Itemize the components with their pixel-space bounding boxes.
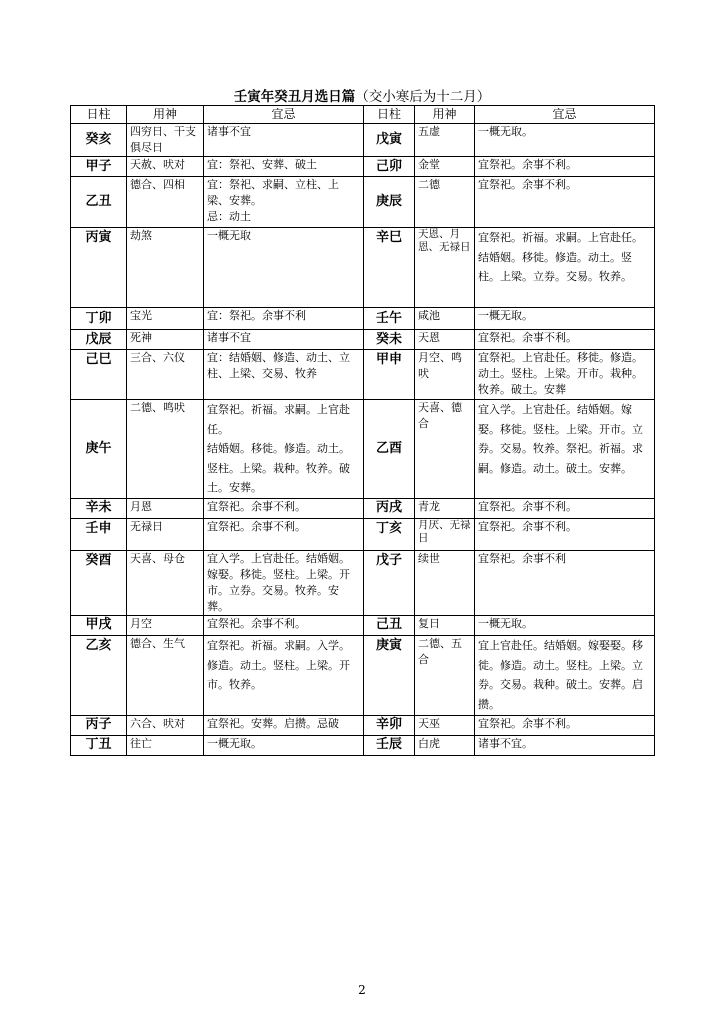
day-pillar: 乙亥 [71, 635, 127, 715]
yi-ji: 宜祭祀。余事不利。 [475, 518, 655, 550]
yi-ji: 一概无取 [204, 228, 364, 308]
yi-ji: 宜入学。上官赴任。结婚姻。嫁娶。移徙。竖柱。上梁。开市。立券。交易。牧养。祭祀。祈福。求嗣。修造。动土。破土。安葬。 [475, 400, 655, 499]
day-pillar: 乙丑 [71, 177, 127, 228]
yong-shen: 四穷日、干支俱尽日 [127, 124, 204, 157]
yong-shen: 金堂 [415, 157, 475, 177]
day-pillar: 丁卯 [71, 308, 127, 330]
day-pillar: 甲子 [71, 157, 127, 177]
day-pillar: 乙酉 [364, 400, 415, 499]
table-row [71, 518, 655, 550]
table-row [71, 550, 655, 615]
table-row [71, 330, 655, 350]
day-pillar: 甲申 [364, 350, 415, 400]
table-row [71, 615, 655, 635]
header-yi-ji: 宜忌 [475, 106, 655, 124]
table-row [71, 400, 655, 499]
table-row [71, 157, 655, 177]
yi-ji: 宜祭祀。余事不利 [475, 550, 655, 615]
yi-ji: 宜祭祀。余事不利。 [204, 518, 364, 550]
page-title [70, 85, 654, 105]
yong-shen: 咸池 [415, 308, 475, 330]
yi-ji: 宜祭祀。上官赴任。移徙。修造。动土。竖柱。上梁。开市。栽种。牧养。破土。安葬 [475, 350, 655, 400]
yong-shen: 天巫 [415, 715, 475, 735]
day-pillar: 戊子 [364, 550, 415, 615]
yong-shen: 五虚 [415, 124, 475, 157]
day-pillar: 庚辰 [364, 177, 415, 228]
yong-shen: 天恩 [415, 330, 475, 350]
day-selection-table [70, 105, 655, 756]
yi-ji: 宜祭祀。祈福。求嗣。入学。修造。动土。竖柱。上梁。开市。牧养。 [204, 635, 364, 715]
yong-shen: 复日 [415, 615, 475, 635]
yong-shen: 天恩、月恩、无禄日 [415, 228, 475, 308]
yong-shen: 天赦、吠对 [127, 157, 204, 177]
yi-ji: 一概无取。 [475, 124, 655, 157]
yi-ji: 宜祭祀。祈福。求嗣。上官赴任。结婚姻。移徙。修造。动土。竖柱。上梁。立券。交易。牧养。 [475, 228, 655, 308]
table-row [71, 635, 655, 715]
yi-ji: 一概无取。 [475, 308, 655, 330]
yong-shen: 青龙 [415, 498, 475, 518]
yong-shen: 六合、吠对 [127, 715, 204, 735]
yi-ji: 宜祭祀。余事不利。 [475, 177, 655, 228]
yong-shen: 月空 [127, 615, 204, 635]
table-row [71, 124, 655, 157]
page-number: 2 [358, 983, 366, 997]
yong-shen: 续世 [415, 550, 475, 615]
day-pillar: 壬辰 [364, 735, 415, 755]
yong-shen: 月恩 [127, 498, 204, 518]
yong-shen: 宝光 [127, 308, 204, 330]
yong-shen: 天喜、母仓 [127, 550, 204, 615]
day-pillar: 丙子 [71, 715, 127, 735]
table-row [71, 308, 655, 330]
yi-ji: 诸事不宜 [204, 330, 364, 350]
yi-ji: 宜入学。上官赴任。结婚姻。嫁娶。移徙。竖柱。上梁。开市。立券。交易。牧养。安葬。 [204, 550, 364, 615]
table-row [71, 498, 655, 518]
yi-ji: 宜上官赴任。结婚姻。嫁娶娶。移徙。修造。动土。竖柱。上梁。立券。交易。栽种。破土。安葬。启攒。 [475, 635, 655, 715]
day-pillar: 甲戌 [71, 615, 127, 635]
yi-ji: 宜：祭祀、安葬、破土 [204, 157, 364, 177]
yong-shen: 月厌、无禄日 [415, 518, 475, 550]
day-pillar: 丁丑 [71, 735, 127, 755]
header-day-pillar: 日柱 [364, 106, 415, 124]
yong-shen: 劫煞 [127, 228, 204, 308]
yi-ji: 宜：祭祀。余事不利 [204, 308, 364, 330]
header-yi-ji: 宜忌 [204, 106, 364, 124]
table-row [71, 228, 655, 308]
title-main: 壬寅年癸丑月选日篇 [233, 89, 356, 105]
yong-shen: 二德、鸣吠 [127, 400, 204, 499]
yi-ji: 宜：结婚姻、修造、动土、立柱、上梁、交易、牧养 [204, 350, 364, 400]
yi-ji: 宜祭祀。余事不利。 [475, 498, 655, 518]
yong-shen: 德合、生气 [127, 635, 204, 715]
day-pillar: 己巳 [71, 350, 127, 400]
header-row [71, 106, 655, 124]
day-pillar: 癸未 [364, 330, 415, 350]
yi-ji: 宜祭祀。安葬。启攒。忌破 [204, 715, 364, 735]
day-pillar: 癸酉 [71, 550, 127, 615]
table-row [71, 177, 655, 228]
yi-ji: 宜祭祀。余事不利。 [475, 715, 655, 735]
day-pillar: 辛卯 [364, 715, 415, 735]
title-note: （交小寒后为十二月） [355, 89, 491, 105]
yong-shen: 德合、四相 [127, 177, 204, 228]
day-pillar: 癸亥 [71, 124, 127, 157]
day-pillar: 戊寅 [364, 124, 415, 157]
table-row [71, 350, 655, 400]
yi-ji: 诸事不宜 [204, 124, 364, 157]
yi-ji: 诸事不宜。 [475, 735, 655, 755]
day-pillar: 丙寅 [71, 228, 127, 308]
header-yong-shen: 用神 [127, 106, 204, 124]
yong-shen: 死神 [127, 330, 204, 350]
yong-shen: 月空、鸣吠 [415, 350, 475, 400]
header-yong-shen: 用神 [415, 106, 475, 124]
yi-ji: 宜：祭祀、求嗣、立柱、上梁、安葬。 忌：动土 [204, 177, 364, 228]
day-pillar: 辛巳 [364, 228, 415, 308]
day-pillar: 壬午 [364, 308, 415, 330]
yong-shen: 二德、五合 [415, 635, 475, 715]
yong-shen: 无禄日 [127, 518, 204, 550]
table-row [71, 735, 655, 755]
yong-shen: 三合、六仪 [127, 350, 204, 400]
yong-shen: 往亡 [127, 735, 204, 755]
yi-ji: 宜祭祀。余事不利。 [475, 330, 655, 350]
yi-ji: 一概无取。 [475, 615, 655, 635]
yi-ji: 宜祭祀。余事不利。 [475, 157, 655, 177]
yong-shen: 二德 [415, 177, 475, 228]
day-pillar: 丁亥 [364, 518, 415, 550]
yong-shen: 天喜、德合 [415, 400, 475, 499]
day-pillar: 壬申 [71, 518, 127, 550]
yi-ji: 宜祭祀。余事不利。 [204, 615, 364, 635]
day-pillar: 庚午 [71, 400, 127, 499]
day-pillar: 己丑 [364, 615, 415, 635]
day-pillar: 庚寅 [364, 635, 415, 715]
yong-shen: 白虎 [415, 735, 475, 755]
day-pillar: 戊辰 [71, 330, 127, 350]
yi-ji: 宜祭祀。祈福。求嗣。上官赴任。 结婚姻。移徙。修造。动土。竖柱。上梁。栽种。牧养。破土。安葬。 [204, 400, 364, 499]
yi-ji: 一概无取。 [204, 735, 364, 755]
day-pillar: 丙戌 [364, 498, 415, 518]
day-pillar: 己卯 [364, 157, 415, 177]
table-row [71, 715, 655, 735]
yi-ji: 宜祭祀。余事不利。 [204, 498, 364, 518]
header-day-pillar: 日柱 [71, 106, 127, 124]
day-pillar: 辛未 [71, 498, 127, 518]
